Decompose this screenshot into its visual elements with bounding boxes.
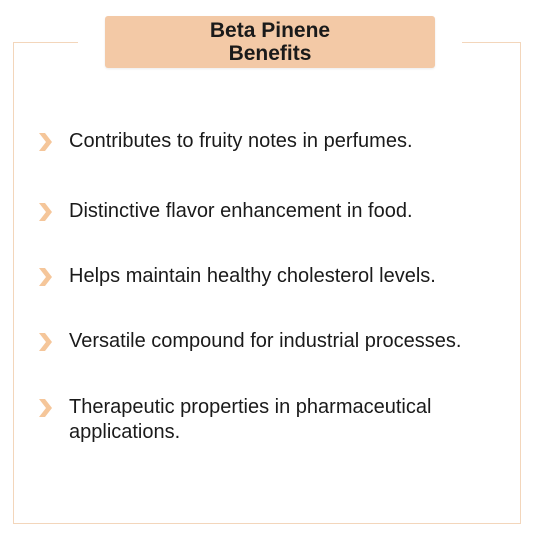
benefit-text: Therapeutic properties in pharmaceutical applications.	[69, 396, 432, 443]
benefit-item	[37, 129, 487, 154]
benefit-text: Contributes to fruity notes in perfumes.	[69, 130, 413, 152]
benefit-item	[37, 199, 487, 224]
chevron-right-icon	[37, 133, 53, 151]
title-line-1: Beta Pinene	[209, 19, 331, 42]
benefit-item	[37, 395, 487, 445]
title-banner	[105, 16, 435, 68]
chevron-right-icon	[37, 268, 53, 286]
benefit-text: Helps maintain healthy cholesterol levels.	[69, 265, 436, 287]
frame-gap-left	[78, 38, 108, 46]
benefit-text: Versatile compound for industrial processes.	[69, 330, 462, 352]
chevron-right-icon	[37, 333, 53, 351]
chevron-right-icon	[37, 203, 53, 221]
benefit-text: Distinctive flavor enhancement in food.	[69, 200, 413, 222]
frame-gap-right	[432, 38, 462, 46]
chevron-right-icon	[37, 399, 53, 417]
benefit-item	[37, 329, 487, 354]
title-line-2: Benefits	[228, 42, 312, 65]
benefit-item	[37, 264, 487, 289]
